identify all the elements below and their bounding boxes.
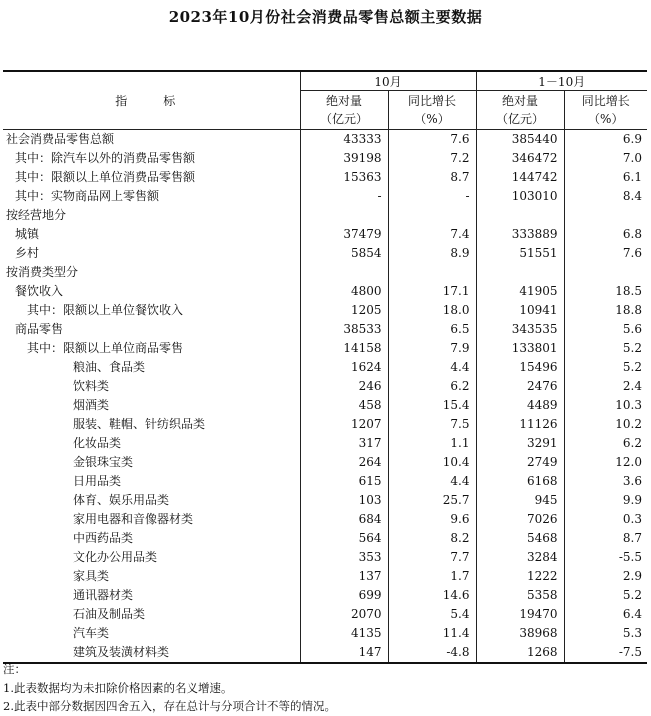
table-row [3,244,647,263]
row-label: 乡村 [15,246,40,260]
oct-yoy-value: 5.4 [388,605,476,624]
table-row [3,529,647,548]
ytd-yoy-value: 18.8 [564,301,647,320]
ytd-abs-value: 38968 [476,624,564,643]
row-label: 按消费类型分 [6,265,79,279]
ytd-yoy-header: 同比增长 （%） [564,91,647,130]
ytd-yoy-value: 6.1 [564,168,647,187]
oct-yoy-value: 17.1 [388,282,476,301]
oct-yoy-value: 4.4 [388,472,476,491]
oct-yoy-header: 同比增长 （%） [388,91,476,130]
table-row [3,320,647,339]
row-label: 商品零售 [15,322,64,336]
ytd-abs-value: 2476 [476,377,564,396]
oct-yoy-value: 8.9 [388,244,476,263]
ytd-abs-value: 10941 [476,301,564,320]
oct-abs-value: 699 [300,586,388,605]
ytd-yoy-value: 2.9 [564,567,647,586]
ytd-abs-value [476,206,564,225]
oct-yoy-value: 6.2 [388,377,476,396]
table-row [3,567,647,586]
ytd-abs-value: 51551 [476,244,564,263]
october-header: 10月 [300,71,476,91]
footnote-2: 2.此表中部分数据因四舍五入，存在总计与分项合计不等的情况。 [3,699,336,713]
row-label: 粮油、食品类 [73,360,146,374]
row-label: 家具类 [73,569,110,583]
oct-yoy-value: 7.6 [388,130,476,150]
ytd-yoy-value: 7.0 [564,149,647,168]
ytd-abs-value: 15496 [476,358,564,377]
ytd-abs-header: 绝对量 （亿元） [476,91,564,130]
table-row [3,396,647,415]
ytd-abs-value: 3284 [476,548,564,567]
row-label: 家用电器和音像器材类 [73,512,194,526]
table-row [3,149,647,168]
ytd-yoy-value: 8.4 [564,187,647,206]
ytd-abs-value: 6168 [476,472,564,491]
ytd-yoy-value: 5.2 [564,358,647,377]
table-row [3,548,647,567]
ytd-abs-value: 19470 [476,605,564,624]
retail-sales-table [3,70,647,664]
ytd-yoy-value: 10.2 [564,415,647,434]
ytd-yoy-value: 5.6 [564,320,647,339]
oct-yoy-value: 8.7 [388,168,476,187]
ytd-abs-value: 11126 [476,415,564,434]
oct-yoy-value: 7.4 [388,225,476,244]
ytd-abs-value [476,263,564,282]
oct-yoy-value: - [388,187,476,206]
row-label: 中西药品类 [73,531,134,545]
ytd-abs-value: 4489 [476,396,564,415]
ytd-abs-value: 343535 [476,320,564,339]
ytd-abs-value: 5468 [476,529,564,548]
row-label: 餐饮收入 [15,284,64,298]
table-row [3,377,647,396]
table-row [3,624,647,643]
table-row [3,358,647,377]
ytd-abs-value: 2749 [476,453,564,472]
oct-yoy-value: 11.4 [388,624,476,643]
oct-yoy-value: 7.2 [388,149,476,168]
ytd-yoy-value: 5.3 [564,624,647,643]
oct-abs-value: 43333 [300,130,388,150]
ytd-yoy-value: 9.9 [564,491,647,510]
oct-yoy-value [388,206,476,225]
oct-abs-value: 5854 [300,244,388,263]
oct-yoy-value: 1.7 [388,567,476,586]
oct-abs-value: 317 [300,434,388,453]
oct-abs-value: 615 [300,472,388,491]
row-label: 建筑及装潢材料类 [3,643,300,663]
table-row [3,206,647,225]
table-row [3,263,647,282]
oct-abs-value: 246 [300,377,388,396]
ytd-yoy-value [564,206,647,225]
oct-abs-value: 37479 [300,225,388,244]
row-label: 石油及制品类 [73,607,146,621]
oct-abs-value: 564 [300,529,388,548]
ytd-yoy-value: 10.3 [564,396,647,415]
oct-yoy-value [388,263,476,282]
indicator-header: 指 标 [3,71,300,130]
oct-yoy-value: 18.0 [388,301,476,320]
ytd-abs-value: 5358 [476,586,564,605]
row-label: 金银珠宝类 [73,455,134,469]
row-label: 服装、鞋帽、针纺织品类 [73,417,206,431]
row-label: 文化办公用品类 [73,550,158,564]
row-label: 社会消费品零售总额 [6,132,115,146]
table-header [3,71,647,130]
ytd-abs-value: 333889 [476,225,564,244]
row-label: 通讯器材类 [73,588,134,602]
ytd-yoy-value: 6.2 [564,434,647,453]
table-row [3,586,647,605]
footnote-heading: 注： [3,662,26,676]
oct-yoy-value: 15.4 [388,396,476,415]
table-row [3,605,647,624]
oct-yoy-value: 7.7 [388,548,476,567]
oct-abs-value: 1205 [300,301,388,320]
ytd-yoy-value: 12.0 [564,453,647,472]
row-label: 其中：实物商品网上零售额 [15,189,160,203]
ytd-yoy-value: -5.5 [564,548,647,567]
ytd-yoy-value: 5.2 [564,586,647,605]
ytd-yoy-value: 7.6 [564,244,647,263]
table-row [3,130,647,150]
table-row [3,434,647,453]
ytd-yoy-value: 5.2 [564,339,647,358]
ytd-abs-value: 133801 [476,339,564,358]
ytd-yoy-value: 8.7 [564,529,647,548]
page-title: 2023年10月份社会消费品零售总额主要数据 [168,8,483,26]
row-label: 其中：限额以上单位消费品零售额 [15,170,196,184]
ytd-yoy-value [564,263,647,282]
row-label: 饮料类 [73,379,110,393]
oct-yoy-value: 14.6 [388,586,476,605]
table-row [3,187,647,206]
ytd-abs-value: 103010 [476,187,564,206]
oct-abs-value: 4135 [300,624,388,643]
table-row [3,225,647,244]
ytd-yoy-value: 6.8 [564,225,647,244]
row-label: 汽车类 [73,626,110,640]
oct-yoy-value: 6.5 [388,320,476,339]
oct-abs-value: 1624 [300,358,388,377]
oct-abs-value: 103 [300,491,388,510]
table-row [3,339,647,358]
row-label: 按经营地分 [6,208,67,222]
ytd-yoy-value: 2.4 [564,377,647,396]
table-row [3,168,647,187]
row-label: 城镇 [15,227,40,241]
ytd-abs-value: 945 [476,491,564,510]
oct-abs-value: 39198 [300,149,388,168]
oct-yoy-value: 8.2 [388,529,476,548]
ytd-abs-value: 346472 [476,149,564,168]
ytd-yoy-value: 18.5 [564,282,647,301]
oct-abs-header: 绝对量 （亿元） [300,91,388,130]
row-label: 日用品类 [73,474,122,488]
table-row [3,282,647,301]
oct-abs-value: 38533 [300,320,388,339]
oct-yoy-value: 1.1 [388,434,476,453]
table-body [3,130,647,664]
table-row [3,510,647,529]
oct-abs-value: 684 [300,510,388,529]
ytd-abs-value: 41905 [476,282,564,301]
ytd-abs-value: 3291 [476,434,564,453]
oct-abs-value: 264 [300,453,388,472]
row-label: 其中：限额以上单位餐饮收入 [27,303,184,317]
oct-abs-value [300,263,388,282]
oct-abs-value: 14158 [300,339,388,358]
oct-abs-value: 353 [300,548,388,567]
ytd-abs-value: 1222 [476,567,564,586]
footnotes [3,660,336,716]
oct-abs-value [300,206,388,225]
oct-abs-value: 2070 [300,605,388,624]
ytd-yoy-value: 3.6 [564,472,647,491]
ytd-abs-value: 7026 [476,510,564,529]
oct-yoy-value: 25.7 [388,491,476,510]
table-row [3,415,647,434]
row-label: 烟酒类 [73,398,110,412]
ytd-yoy-value: 6.4 [564,605,647,624]
table-row [3,453,647,472]
oct-abs-value: 4800 [300,282,388,301]
ytd-abs-value: 385440 [476,130,564,150]
oct-yoy-value: 7.9 [388,339,476,358]
jan-oct-header: 1－10月 [476,71,647,91]
oct-yoy-value: 9.6 [388,510,476,529]
oct-abs-value: 1207 [300,415,388,434]
oct-yoy-value: -4.8 [388,643,476,663]
row-label: 化妆品类 [73,436,122,450]
table-row [3,301,647,320]
ytd-abs-value: 144742 [476,168,564,187]
oct-yoy-value: 4.4 [388,358,476,377]
oct-abs-value: 147 [300,643,388,663]
ytd-yoy-value: 6.9 [564,130,647,150]
oct-abs-value: - [300,187,388,206]
oct-yoy-value: 10.4 [388,453,476,472]
ytd-yoy-value: -7.5 [564,643,647,663]
ytd-abs-value: 1268 [476,643,564,663]
row-label: 体育、娱乐用品类 [73,493,170,507]
ytd-yoy-value: 0.3 [564,510,647,529]
oct-yoy-value: 7.5 [388,415,476,434]
table-row [3,491,647,510]
footnote-1: 1.此表数据均为未扣除价格因素的名义增速。 [3,680,233,695]
table-row [3,472,647,491]
oct-abs-value: 458 [300,396,388,415]
row-label: 其中：限额以上单位商品零售 [27,341,184,355]
row-label: 其中：除汽车以外的消费品零售额 [15,151,196,165]
oct-abs-value: 137 [300,567,388,586]
oct-abs-value: 15363 [300,168,388,187]
